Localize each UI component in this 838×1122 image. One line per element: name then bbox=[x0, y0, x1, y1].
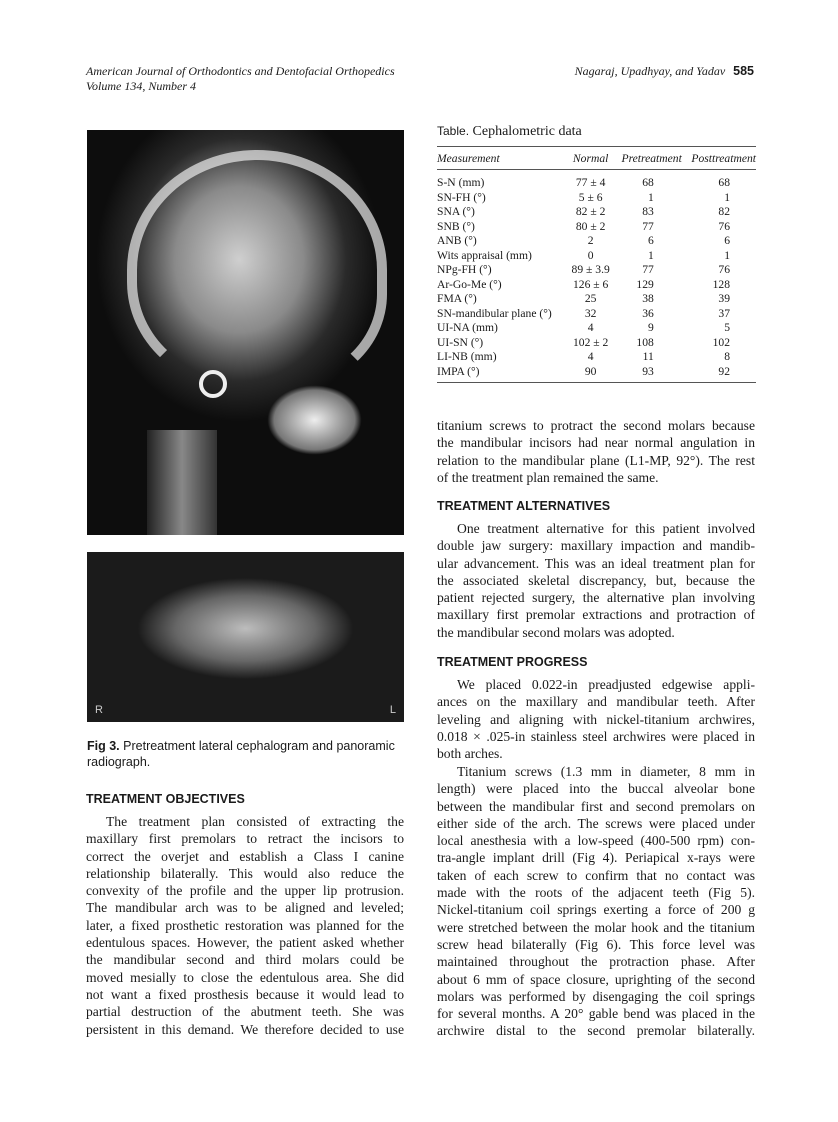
table-row bbox=[437, 350, 756, 365]
text-line: of the treatment plan remained the same. bbox=[437, 469, 659, 485]
table-row bbox=[437, 234, 756, 249]
text-line: local anesthesia with a low-speed (400-500 rpm) con- bbox=[437, 833, 755, 849]
text-line: the mandibular second and third molars could be bbox=[86, 952, 404, 968]
table-cell: 5 ± 6 bbox=[578, 190, 603, 204]
table-cell: 92 bbox=[718, 364, 730, 378]
figure-label: Fig 3. bbox=[87, 739, 120, 753]
text-line: relation to the mandibular plane (L1-MP, 92°). The rest bbox=[437, 452, 755, 468]
table-label: Table. bbox=[437, 124, 470, 138]
table-row bbox=[437, 249, 756, 264]
table-row bbox=[437, 321, 756, 336]
text-line: leveling and aligning with nickel-titanium archwires, bbox=[437, 711, 755, 727]
text-line: the mandibular second molars was adopted. bbox=[437, 624, 675, 640]
table-cell: 80 ± 2 bbox=[575, 219, 606, 233]
journal-title: American Journal of Orthodontics and Dentofacial Orthopedics bbox=[86, 64, 395, 78]
table-cell: 82 ± 2 bbox=[575, 205, 606, 218]
column-header: Posttreatment bbox=[691, 152, 756, 165]
text-line: The mandibular arch was to be aligned and leveled; bbox=[86, 900, 404, 916]
table-cell: 126 ± 6 bbox=[572, 277, 609, 291]
text-line: 0.018 × .025-in stainless steel archwires were placed in bbox=[437, 728, 755, 744]
table-row bbox=[437, 292, 756, 307]
text-line: Nickel-titanium coil springs exerting a force of 200 g bbox=[437, 902, 755, 918]
text-line: maxillary first premolars to retract the incisors to bbox=[86, 831, 404, 847]
table-cell: 25 bbox=[584, 292, 597, 305]
paragraph-progress-2 bbox=[437, 763, 755, 1040]
text-line: for several months. A 20° gable bend was placed in the bbox=[437, 1006, 755, 1022]
table-cell: 76 bbox=[718, 263, 730, 276]
text-line: molars was performed by disengaging the coil springs bbox=[437, 988, 755, 1004]
table-cell: 83 bbox=[642, 205, 654, 218]
table-cell: 90 bbox=[584, 364, 597, 378]
text-line: ular advancement. This was an ideal treatment plan for bbox=[437, 555, 755, 571]
table-cell: 108 bbox=[636, 335, 654, 349]
text-line: archwire distal to the second premolar bilaterally. bbox=[437, 1023, 755, 1039]
text-line: either side of the arch. The screws were placed under bbox=[437, 815, 755, 831]
table-cell: 36 bbox=[642, 306, 654, 320]
column-header: Measurement bbox=[437, 152, 500, 165]
table-cell: 82 bbox=[718, 205, 730, 218]
table-cell: 2 bbox=[587, 234, 594, 247]
table-title: Cephalometric data bbox=[472, 124, 582, 139]
text-line: about 6 mm of space closure, uprighting of the second bbox=[437, 971, 755, 987]
paragraph-continued bbox=[437, 417, 755, 486]
text-line: titanium screws to protract the second molars because bbox=[437, 418, 755, 433]
table-cell: 1 bbox=[724, 248, 730, 262]
text-line: tra-angle implant drill (Fig 4). Periapical x-rays were bbox=[437, 850, 755, 866]
text-line: convexity of the profile and the upper lip protrusion. bbox=[86, 883, 404, 899]
text-line: ances on the maxillary and mandibular teeth. After bbox=[437, 694, 755, 710]
table-cell: 6 bbox=[724, 234, 730, 247]
text-line: screw head bilaterally (Fig 6). This force level was bbox=[437, 936, 755, 952]
table-cell: 8 bbox=[724, 350, 730, 363]
heading-treatment-alternatives: TREATMENT ALTERNATIVES bbox=[437, 499, 611, 513]
table-cell: 89 ± 3.9 bbox=[571, 263, 610, 276]
table-row bbox=[437, 205, 756, 220]
text-line: were stretched between the molar hook and the titanium bbox=[437, 919, 755, 935]
table-cell: Wits appraisal (mm) bbox=[437, 248, 532, 262]
table-cell: SNA (°) bbox=[437, 205, 475, 218]
text-line: We placed 0.022-in preadjusted edgewise appli- bbox=[457, 677, 755, 692]
table-cell: S-N (mm) bbox=[437, 176, 485, 189]
paragraph-alternatives bbox=[437, 520, 755, 641]
text-line: One treatment alternative for this patient involved bbox=[457, 521, 755, 536]
authors: Nagaraj, Upadhyay, and Yadav bbox=[574, 64, 726, 78]
table-cell: ANB (°) bbox=[437, 234, 477, 247]
table-row bbox=[437, 170, 756, 191]
page-number: 585 bbox=[733, 64, 754, 78]
table-cell: SN-mandibular plane (°) bbox=[437, 306, 552, 320]
text-line: moved mesially to close the edentulous area. She did bbox=[86, 969, 404, 985]
text-line: maxillary first premolar extractions and protraction of bbox=[437, 607, 755, 623]
text-line: made with the roots of the adjacent teeth (Fig 5). bbox=[437, 885, 755, 901]
table-cell: 6 bbox=[648, 234, 654, 247]
table-cell: UI-NA (mm) bbox=[437, 321, 498, 334]
table-row bbox=[437, 278, 756, 293]
column-header: Normal bbox=[572, 152, 609, 165]
text-line: The treatment plan consisted of extracting the bbox=[106, 814, 404, 829]
running-header-right bbox=[575, 64, 754, 79]
table-row bbox=[437, 365, 756, 383]
table-cell: 1 bbox=[648, 248, 654, 262]
table-cell: 37 bbox=[718, 306, 730, 320]
heading-treatment-progress: TREATMENT PROGRESS bbox=[437, 655, 588, 669]
text-line: partial destruction of the abutment teeth. She was bbox=[86, 1004, 404, 1020]
text-line: the mandibular incisors had near normal angulation in bbox=[437, 435, 755, 451]
table-cell: SNB (°) bbox=[437, 219, 475, 233]
text-line: taken of each screw to confirm that no contact was bbox=[437, 867, 755, 883]
journal-volume: Volume 134, Number 4 bbox=[86, 79, 196, 93]
table-cell: FMA (°) bbox=[437, 292, 477, 305]
text-line: maintained throughout the protraction phase. After bbox=[437, 954, 755, 970]
table-cell: SN-FH (°) bbox=[437, 190, 486, 204]
figure-caption-text: Pretreatment lateral cephalogram and panoramic radiograph. bbox=[87, 739, 395, 769]
table-cell: 4 bbox=[587, 350, 594, 363]
table-cell: 1 bbox=[648, 190, 654, 204]
table-cell: IMPA (°) bbox=[437, 364, 480, 378]
table-cell: 1 bbox=[724, 190, 730, 204]
table-cell: 76 bbox=[718, 219, 730, 233]
table-cell: 11 bbox=[642, 350, 654, 363]
table-row bbox=[437, 191, 756, 206]
table-cell: 32 bbox=[584, 306, 597, 320]
text-line: both arches. bbox=[437, 746, 503, 762]
table-cell: 39 bbox=[718, 292, 730, 305]
table-cell: 77 ± 4 bbox=[575, 176, 606, 189]
table-cell: 128 bbox=[712, 277, 730, 291]
text-line: not want a fixed prosthesis because it would lead to bbox=[86, 986, 404, 1002]
table-cell: 68 bbox=[718, 176, 730, 189]
table-row bbox=[437, 336, 756, 351]
text-line: edentulous spaces. However, the patient asked whether bbox=[86, 935, 404, 951]
table-cell: 38 bbox=[642, 292, 654, 305]
text-line: later, a fixed prosthetic restoration was planned for the bbox=[86, 917, 404, 933]
table-cell: 9 bbox=[648, 321, 654, 334]
table-cell: 93 bbox=[642, 364, 654, 378]
table-cell: 77 bbox=[642, 263, 654, 276]
text-line: persistent in this demand. We therefore decided to use bbox=[86, 1021, 404, 1037]
table-cell: 77 bbox=[642, 219, 654, 233]
table-cell: NPg-FH (°) bbox=[437, 263, 492, 276]
lateral-cephalogram-image bbox=[87, 130, 404, 535]
table-row bbox=[437, 307, 756, 322]
table-cell: 5 bbox=[724, 321, 730, 334]
cephalometric-table bbox=[437, 124, 756, 383]
pano-marker-r: R bbox=[95, 704, 103, 716]
table-cell: LI-NB (mm) bbox=[437, 350, 497, 363]
panoramic-radiograph-image bbox=[87, 552, 404, 722]
text-line: Titanium screws (1.3 mm in diameter, 8 mm in bbox=[457, 764, 755, 779]
table-cell: 102 ± 2 bbox=[572, 335, 609, 349]
text-line: double jaw surgery: maxillary impaction and mandib- bbox=[437, 538, 755, 554]
figure-caption bbox=[87, 738, 404, 770]
table-cell: 129 bbox=[636, 277, 654, 291]
table-cell: UI-SN (°) bbox=[437, 335, 484, 349]
heading-treatment-objectives: TREATMENT OBJECTIVES bbox=[86, 792, 245, 806]
table-cell: 4 bbox=[587, 321, 594, 334]
table-cell: Ar-Go-Me (°) bbox=[437, 277, 502, 291]
paragraph-progress-1 bbox=[437, 676, 755, 762]
text-line: patient rejected surgery, the alternative plan involving bbox=[437, 590, 755, 606]
left-column-text bbox=[86, 813, 404, 1038]
text-line: the associated skeletal discrepancy, but, because the bbox=[437, 572, 755, 588]
table-cell: 0 bbox=[587, 248, 594, 262]
running-header-left bbox=[86, 64, 395, 94]
table-row bbox=[437, 220, 756, 235]
text-line: between the mandibular first and second premolars on bbox=[437, 798, 755, 814]
column-header: Pretreatment bbox=[621, 152, 682, 165]
table-row bbox=[437, 263, 756, 278]
text-line: relationship bilaterally. This would also reduce the bbox=[86, 865, 404, 881]
text-line: length) were placed into the buccal alveolar bone bbox=[437, 781, 755, 797]
table-cell: 102 bbox=[712, 335, 730, 349]
text-line: correct the overjet and establish a Class I canine bbox=[86, 848, 404, 864]
pano-marker-l: L bbox=[389, 704, 396, 716]
table-cell: 68 bbox=[642, 176, 654, 189]
